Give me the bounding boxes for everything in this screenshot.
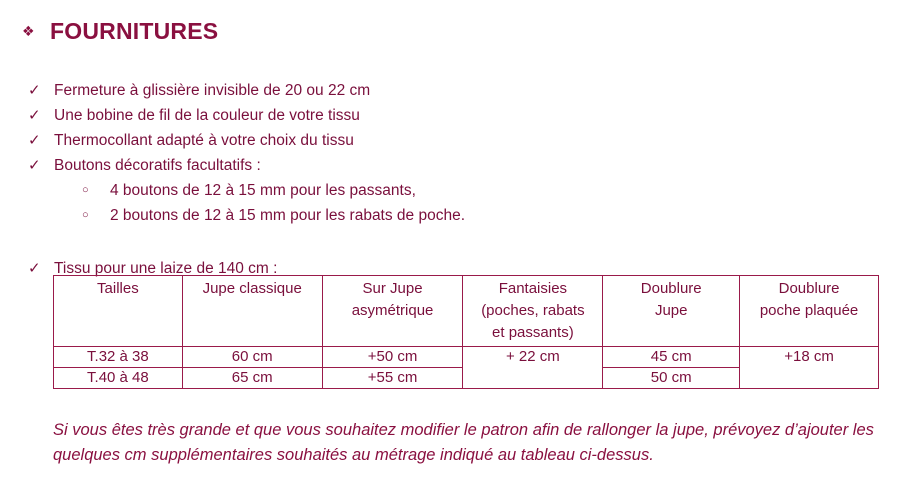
- section-title: FOURNITURES: [50, 18, 219, 44]
- sub-list-item: [28, 178, 465, 203]
- list-item: [28, 78, 465, 103]
- sub-list-item-text: 2 boutons de 12 à 15 mm pour les rabats de poche.: [110, 207, 466, 224]
- table-cell: 65 cm: [182, 368, 322, 389]
- list-item-text: Boutons décoratifs facultatifs :: [54, 157, 261, 174]
- table-cell: +18 cm: [740, 347, 879, 389]
- list-item-text: Thermocollant adapté à votre choix du tissu: [54, 132, 354, 149]
- fabric-label: Tissu pour une laize de 140 cm :: [54, 260, 278, 277]
- table-header-cell: Doublure poche plaquée: [740, 276, 879, 347]
- diamond-bullet-icon: ❖: [22, 23, 35, 39]
- table-cell: + 22 cm: [463, 347, 603, 389]
- sub-list-item-text: 4 boutons de 12 à 15 mm pour les passants,: [110, 182, 416, 199]
- table-header-cell: Tailles: [54, 276, 183, 347]
- list-item: [28, 103, 465, 128]
- table-header-cell: Fantaisies (poches, rabats et passants): [463, 276, 603, 347]
- table-cell: +55 cm: [322, 368, 463, 389]
- checkmark-icon: ✓: [28, 132, 41, 149]
- table-header-cell: Doublure Jupe: [603, 276, 740, 347]
- checkmark-icon: ✓: [28, 82, 41, 99]
- list-item-text: Fermeture à glissière invisible de 20 ou 22 cm: [54, 82, 371, 99]
- table-cell: T.32 à 38: [54, 347, 183, 368]
- section-heading: [22, 18, 218, 45]
- checkmark-icon: ✓: [28, 107, 41, 124]
- checkmark-icon: ✓: [28, 260, 41, 277]
- fabric-table: [53, 275, 879, 389]
- checkmark-icon: ✓: [28, 157, 41, 174]
- table-cell: 45 cm: [603, 347, 740, 368]
- table-header-cell: Sur Jupe asymétrique: [322, 276, 463, 347]
- table-cell: 60 cm: [182, 347, 322, 368]
- list-item: [28, 153, 465, 178]
- sub-list-item: [28, 203, 465, 228]
- supplies-list: [28, 78, 465, 281]
- circle-bullet-icon: ○: [82, 209, 89, 221]
- list-item-text: Une bobine de fil de la couleur de votre tissu: [54, 107, 360, 124]
- table-cell: 50 cm: [603, 368, 740, 389]
- table-cell: T.40 à 48: [54, 368, 183, 389]
- list-item: [28, 128, 465, 153]
- table-header-cell: Jupe classique: [182, 276, 322, 347]
- table-row: [54, 347, 879, 368]
- circle-bullet-icon: ○: [82, 184, 89, 196]
- table-cell: +50 cm: [322, 347, 463, 368]
- table-header-row: [54, 276, 879, 347]
- italic-note: Si vous êtes très grande et que vous souhaitez modifier le patron afin de rallonger la jupe, prévoyez d’ajouter les quelques cm supplémentaires souhaités au métrage indiqué au tableau ci-dessus.: [53, 421, 874, 464]
